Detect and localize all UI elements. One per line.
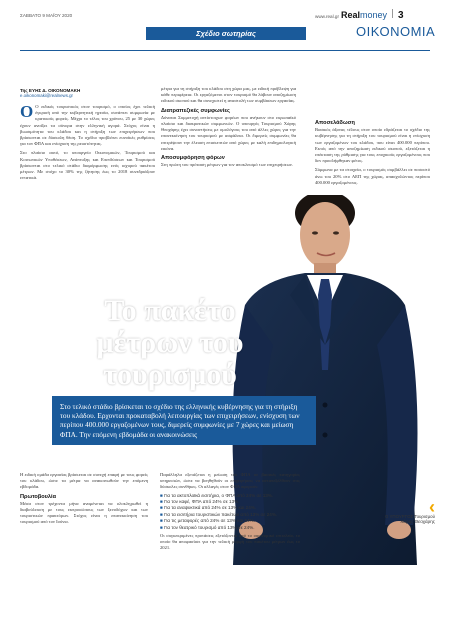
col2-paragraph: μέτρα για τη στήριξη του κλάδου στη χώρα μας, με ειδική πρόβλεψη για κάθε περιφέρεια. Οι εργαζόμενοι στον τουρισμό θα λάβουν αποζημίωση ειδικού σκοπού και θα συνεχιστεί η αναστολή των συμβάσεων εργασίας. [161,86,296,104]
subhead-employees: Αποσελάδωση [315,120,355,126]
article-bottom-col1 [20,472,148,526]
headline-line-3: τουρισμού [103,358,237,391]
bottom1-paragraph: Η ειδική ομάδα εργασίας βρίσκεται σε συνεχή επαφή με τους φορείς του κλάδου, ώστε τα μέτρα να ανακοινωθούν την επόμενη εβδομάδα. [20,472,148,490]
byline [20,88,155,98]
article-bottom-col2 [160,472,300,552]
col2-paragraph-2: Δύναται Συμμετοχή αντίστοιχων φορέων που ανήκουν στο ευρωπαϊκό πλαίσιο και διακρατικών συμφωνιών. Ο υπουργός Τουρισμού Χάρης Θεοχάρης έχει συναντήσεις με ομολόγους του από άλλες χώρες για την επανεκκίνηση του τουρισμού με ασφάλεια. Οι διμερείς συμφωνίες θα επιτρέψουν την έλευση επισκεπτών από χώρες με καλή επιδημιολογική εικόνα. [161,114,296,151]
col2-paragraph-3: Στη πρώτη του πρόταση μέτρων για τον αποκλεισμό των επιχειρήσεων. [161,162,293,168]
vat-item: ■ Για τον καφέ, ΦΠΑ από 24% σε 13%. [160,499,240,505]
article-col1 [20,104,155,181]
vat-list [160,493,300,531]
col3-paragraph-2: Σύμφωνα με τα στοιχεία, ο τουρισμός συμβάλλει σε ποσοστό άνω του 20% στο ΑΕΠ της χώρας, απασχολώντας περίπου 400.000 εργαζομένους. [315,167,430,185]
caption-name: Χάρης Θεοχάρης [400,519,435,524]
headline-line-2: μέτρων του [96,326,244,359]
vat-item: ■ Για τα αναψυκτικά από 24% σε 13% και 24%. [160,505,257,511]
bottom2-paragraph-2: Οι συγκεκριμένες προτάσεις εξετάζονται από το οικονομικό επιτελείο, το οποίο θα αποφασίσει για την τελική μορφή του πακέτου μέτρων έως το 2021. [160,533,300,551]
masthead [315,9,404,21]
vat-item: ■ Για τα εισιτήρια τουριστικών πακέτων από 13% σε 24%. [160,511,278,517]
col1-paragraph: Ο Ο ειδικός τουριστικός στον τουρισμό, ο οποίος έχει τελική έγκρισή από την κυβερνητική ηγεσία, συνάπτει συμφωνία με κρατικούς φορείς. Μέχρι το τέλος του χρόνου, 25 με 30 χώρες έχουν ανοίξει τα σύνορα στην ελληνική αγορά. Στόχος είναι η βιωσιμότητα του κλάδου και η στήριξη των επιχειρήσεων που βρίσκονται σε δύσκολη θέση. Το σχέδιο προβλέπει ευνοϊκές ρυθμίσεις για τον ΦΠΑ και ενίσχυση της ρευστότητας. [20,102,155,147]
article-col2 [161,86,296,168]
bottom2-paragraph: Παράλληλα εξετάζεται η μείωση του ΦΠΑ σε βασικές κατηγορίες υπηρεσιών, ώστε να βοηθηθούν οι επιχειρήσεις να ανταπεξέλθουν στις δύσκολες συνθήκες. Οι αλλαγές στον ΦΠΑ αφορούν: [160,472,300,490]
vat-item: ■ Για τις μεταφορές από 24% σε 13% και 24%. [160,518,255,524]
issue-date: ΣΑΒΒΑΤΟ 9 ΜΑΪΟΥ 2020 [20,13,73,18]
headline [50,295,290,391]
caption-label: Ο ΥΠΟΥΡΓΟΣ Τουρισμού [384,514,435,519]
vat-item: ■ Για τον θεατρικό τουρισμό από 13% σε 24%. [160,524,255,530]
byline-email: e.oikonomaki@realnews.gr [20,93,74,98]
subhead-taxes: Αποσυμφόρηση φόρων [161,155,225,162]
photo-caption [380,497,435,524]
page-number: 3 [398,10,404,21]
subhead-agreements: Διατραπεζικές συμφωνίες [161,107,230,114]
article-col3 [315,120,430,186]
brand-divider [392,9,393,18]
vat-item: ■ Για τα ακτοπλοϊκά εισιτήρια, ο ΦΠΑ από 24% σε 13%. [160,492,274,498]
brand-left: Real [341,10,361,20]
section-title: ΟΙΚΟΝΟΜΙΑ [356,24,436,39]
bottom1-paragraph-2: Μέσα στον τρέχοντα μήνα αναμένεται να ολοκληρωθεί η διαβούλευση με τους εκπροσώπους των ξενοδόχων και των τουριστικών πρακτόρων. Στόχος είναι η επανεκκίνηση του τουρισμού από τον Ιούνιο. [20,500,148,525]
brand-right: money [360,10,388,20]
header-rule [20,50,430,51]
byline-author: Της ΕΥΗΣ Δ. ΟΙΚΟΝΟΜΑΚΗ [20,88,81,93]
section-tab: Σχέδιο σωτηρίας [146,27,306,40]
site-url: www.real.gr [315,14,339,19]
subhead-initiative: Πρωτοβουλία [20,493,57,500]
col1-paragraph-2: Στο πλαίσιο αυτό, το υπουργείο Οικονομικών, Τουρισμού και Κοινωνικών Υποθέσεων, Ανάπτυξης και Επενδύσεων και Τουρισμού βρίσκονται στο τελικό στάδιο διαμόρφωσης ενός ισχυρού πακέτου μέτρων. Με στόχο το 30% της ζήτησης έως το 2018 συνεδριάζουν εντατικά. [20,150,155,181]
drop-cap: Ο [20,102,34,121]
headline-line-1: Το πακέτο [104,294,236,327]
lead-text: Στο τελικό στάδιο βρίσκεται το σχέδιο της ελληνικής κυβέρνησης για τη στήριξη του κλάδου. Ερχονται προκαταβολή λειτουργίας των επιχειρήσεων, ενίσχυση των περίπου 400.000 εργαζομένων τους, διμερείς συμφωνίες με 7 χώρες και μείωση ΦΠΑ. Την επόμενη εβδομάδα οι ανακοινώσεις [60,402,300,439]
col3-paragraph: Βασικός άξονας τέλους στον οποίο εδράζεται το σχέδιο της κυβέρνησης για τη στήριξη του τουρισμού είναι η ενίσχυση των εργαζομένων του κλάδου, που είναι 400.000 περίπου. Εκτός από την αποζημίωση ειδικού σκοπού, εξετάζεται η επέκταση της ρύθμισης για τους εποχικούς εργαζομένους που δεν προσλήφθηκαν φέτος. [315,127,430,164]
lead-box [52,396,316,445]
caption-chevron-icon: ‹ [429,497,435,517]
